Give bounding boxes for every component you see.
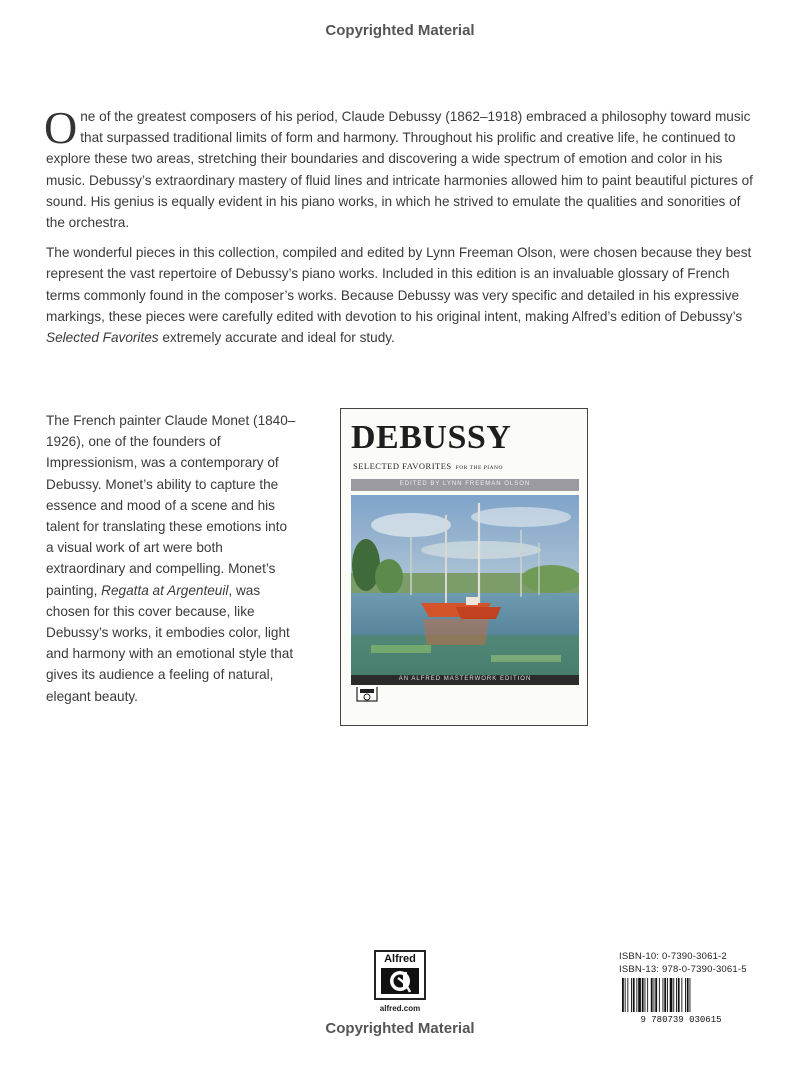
copyright-watermark-bottom: Copyrighted Material: [325, 1020, 475, 1037]
intro-paragraph-2-text-b: extremely accurate and ideal for study.: [158, 330, 395, 346]
cover-subtitle-small: FOR THE PIANO: [455, 465, 504, 471]
alfred-website: alfred.com: [379, 1004, 421, 1013]
cover-subtitle: [353, 461, 503, 471]
isbn-10: ISBN-10: 0-7390-3061-2: [619, 951, 727, 962]
monet-paragraph: [46, 410, 296, 707]
cover-editor-text: EDITED BY LYNN FREEMAN OLSON: [399, 481, 531, 487]
cover-title: DEBUSSY: [351, 419, 512, 456]
barcode-digits: 9 780739 030615: [640, 1015, 722, 1024]
book-cover-thumbnail: [340, 408, 588, 726]
cover-footer-text: AN ALFRED MASTERWORK EDITION: [398, 676, 532, 682]
alfred-publisher-logo: [374, 950, 426, 1000]
monet-text-b: , was chosen for this cover because, like Debussy’s works, it embodies color, light and harmony with an emotional style that gives its audience a feeling of natural, elegant beauty.: [46, 582, 294, 704]
intro-paragraph-2-text-a: The wonderful pieces in this collection, compiled and edited by Lynn Freeman Olson, were chosen because they best represent the vast repertoire of Debussy’s piano works. Included in this edition is an invaluable glossary of French terms commonly found in the composer’s works. Because Debussy was very specific and detailed in his expressive markings, these pieces were carefully edited with devotion to his original intent, making Alfred’s edition of Debussy’s: [46, 245, 752, 324]
copyright-watermark-top: Copyrighted Material: [325, 22, 475, 39]
alfred-logo-text: Alfred: [384, 953, 416, 965]
monet-text-a: The French painter Claude Monet (1840–1926), one of the founders of Impressionism, was a contemporary of Debussy. Monet’s ability to capture the essence and mood of a scene and his talent for translating these emotions into a visual work of art were both extraordinary and compelling. Monet’s painting,: [46, 413, 296, 598]
alfred-music-note-icon: [376, 966, 424, 998]
barcode-icon: [616, 978, 746, 1024]
cover-subtitle-main: SELECTED FAVORITES: [353, 461, 452, 471]
intro-paragraph-1-text: ne of the greatest composers of his period, Claude Debussy (1862–1918) embraced a philosophy toward music that surpassed traditional limits of form and harmony. Throughout his prolific and creative life, he continued to explore these two areas, stretching their boundaries and discovering a wide spectrum of emotion and color in his music. Debussy’s extraordinary mastery of fluid lines and intricate harmonies allowed him to paint beautiful pictures of sound. His genius is equally evident in his piano works, in which he strived to emulate the qualities and sonorities of the orchestra.: [46, 109, 753, 231]
intro-text: [44, 102, 758, 348]
regatta-painting: [351, 495, 579, 675]
intro-paragraph-2-italic: Selected Favorites: [46, 330, 159, 346]
intro-paragraph-2: [46, 242, 758, 348]
cover-alfred-logo-icon: [351, 687, 579, 715]
isbn-13: ISBN-13: 978-0-7390-3061-5: [619, 964, 747, 975]
intro-paragraph-1: [44, 102, 758, 233]
monet-italic: Regatta at Argenteuil: [101, 582, 229, 598]
drop-cap: O: [44, 102, 78, 153]
